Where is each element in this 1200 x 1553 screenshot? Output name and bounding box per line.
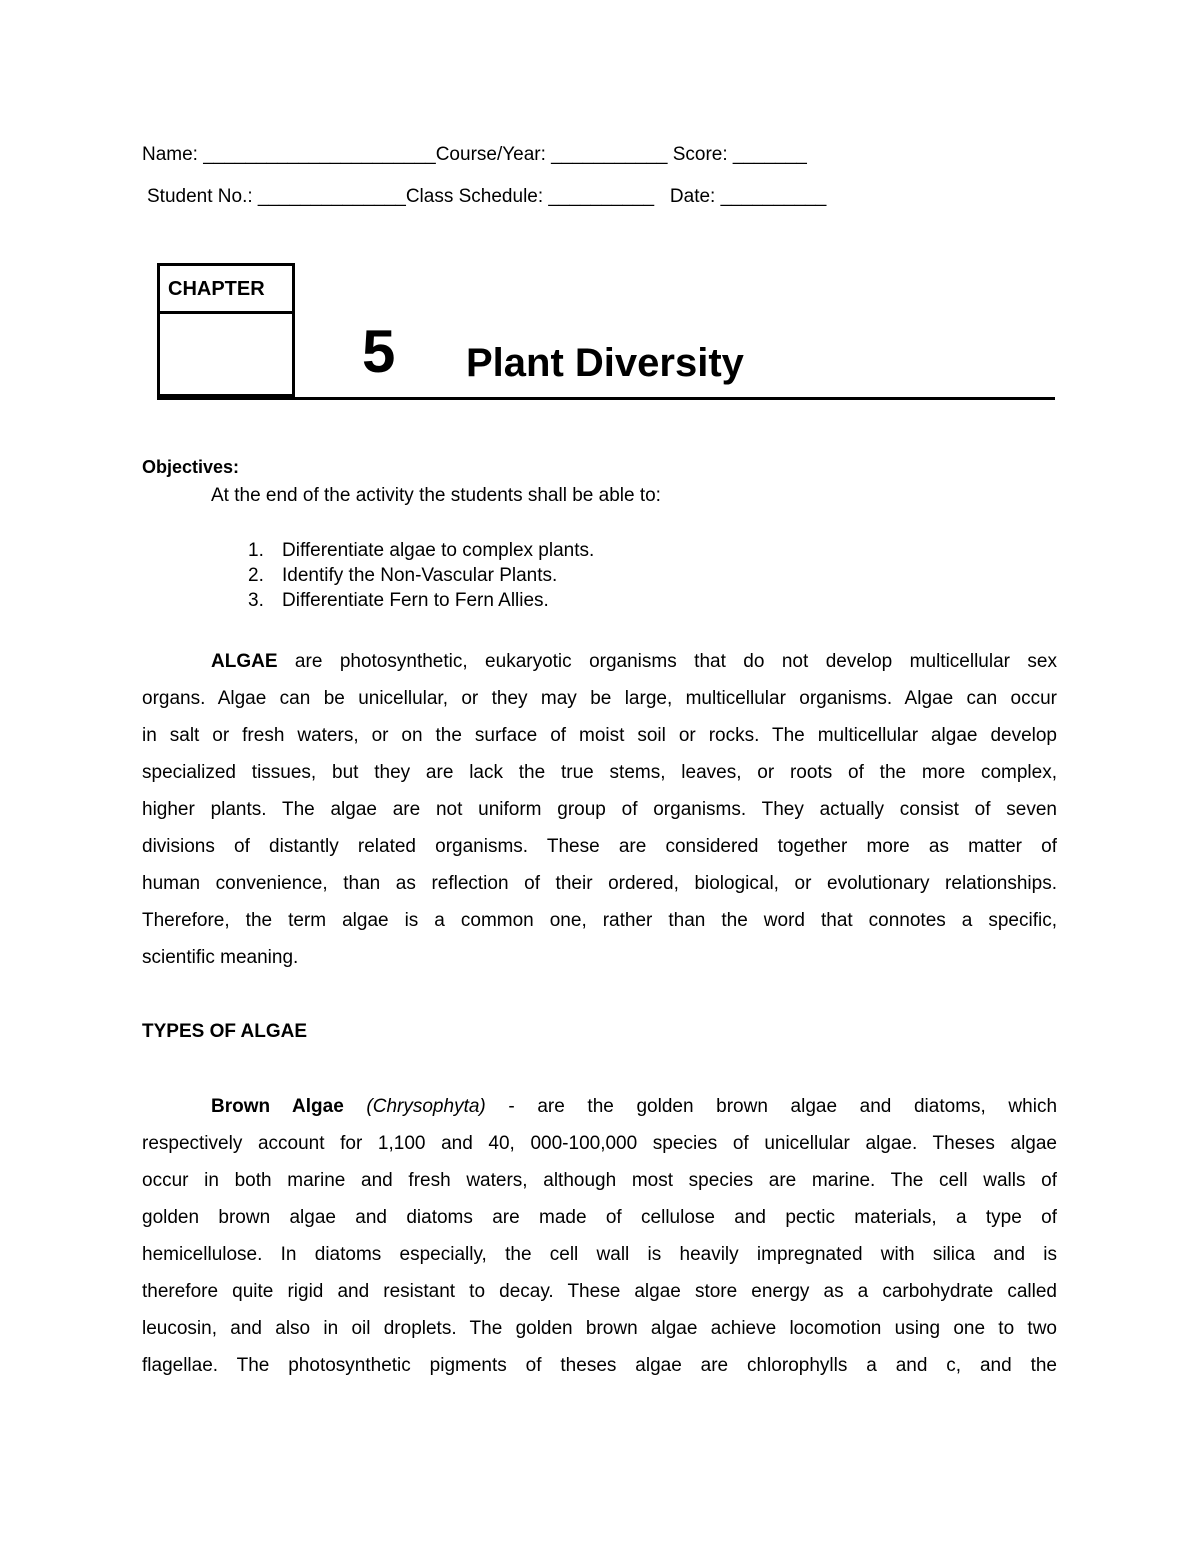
paragraph-line: human convenience, than as reflection of their ordered, biological, or evolutionary relationships. <box>142 873 1057 894</box>
list-item <box>248 588 594 613</box>
list-item-text: Differentiate Fern to Fern Allies. <box>282 590 549 611</box>
paragraph-line-text: - are the golden brown algae and diatoms, which <box>485 1096 1057 1117</box>
brown-algae-latin: (Chrysophyta) <box>366 1096 486 1117</box>
list-item-text: Differentiate algae to complex plants. <box>282 540 595 561</box>
paragraph-line: in salt or fresh waters, or on the surface of moist soil or rocks. The multicellular algae develop <box>142 725 1057 746</box>
list-item <box>248 538 594 563</box>
chapter-box <box>157 263 295 397</box>
paragraph-line: hemicellulose. In diatoms especially, the cell wall is heavily impregnated with silica and is <box>142 1244 1057 1265</box>
types-heading: TYPES OF ALGAE <box>142 1021 308 1042</box>
brown-algae-term: Brown Algae <box>211 1096 344 1117</box>
list-item-number: 1. <box>248 540 264 561</box>
algae-paragraph <box>142 643 1057 976</box>
objectives-heading: Objectives: <box>142 457 240 477</box>
paragraph-line: organs. Algae can be unicellular, or they may be large, multicellular organisms. Algae can occur <box>142 688 1057 709</box>
paragraph-line: Therefore, the term algae is a common one, rather than the word that connotes a specific, <box>142 910 1057 931</box>
algae-term: ALGAE <box>211 651 278 672</box>
paragraph-line <box>142 1088 1057 1125</box>
paragraph-line <box>142 643 1057 680</box>
chapter-number: 5 <box>362 318 396 385</box>
paragraph-line: occur in both marine and fresh waters, although most species are marine. The cell walls of <box>142 1170 1057 1191</box>
brown-algae-paragraph <box>142 1088 1057 1384</box>
paragraph-line: respectively account for 1,100 and 40, 000-100,000 species of unicellular algae. Theses algae <box>142 1133 1057 1154</box>
header-name-line: Name: ______________________Course/Year: ___________ Score: _______ <box>142 144 807 165</box>
list-item-number: 3. <box>248 590 264 611</box>
paragraph-line-text: are photosynthetic, eukaryotic organisms that do not develop multicellular sex <box>277 651 1057 672</box>
paragraph-line: golden brown algae and diatoms are made of cellulose and pectic materials, a type of <box>142 1207 1057 1228</box>
paragraph-line: divisions of distantly related organisms. These are considered together more as matter of <box>142 836 1057 857</box>
objectives-list <box>248 538 594 613</box>
list-item-text: Identify the Non-Vascular Plants. <box>282 565 558 586</box>
list-item-number: 2. <box>248 565 264 586</box>
objectives-intro: At the end of the activity the students shall be able to: <box>211 485 661 506</box>
header-student-line: Student No.: ______________Class Schedule: __________ Date: __________ <box>147 186 827 207</box>
chapter-label: CHAPTER <box>160 266 292 314</box>
paragraph-line: therefore quite rigid and resistant to decay. These algae store energy as a carbohydrate called <box>142 1281 1057 1302</box>
chapter-title: Plant Diversity <box>466 341 744 385</box>
paragraph-line: specialized tissues, but they are lack the true stems, leaves, or roots of the more complex, <box>142 762 1057 783</box>
list-item <box>248 563 594 588</box>
chapter-rule <box>157 397 1055 400</box>
paragraph-line: leucosin, and also in oil droplets. The golden brown algae achieve locomotion using one to two <box>142 1318 1057 1339</box>
paragraph-line: flagellae. The photosynthetic pigments of theses algae are chlorophylls a and c, and the <box>142 1355 1057 1376</box>
paragraph-line: higher plants. The algae are not uniform group of organisms. They actually consist of seven <box>142 799 1057 820</box>
paragraph-line: scientific meaning. <box>142 947 299 968</box>
